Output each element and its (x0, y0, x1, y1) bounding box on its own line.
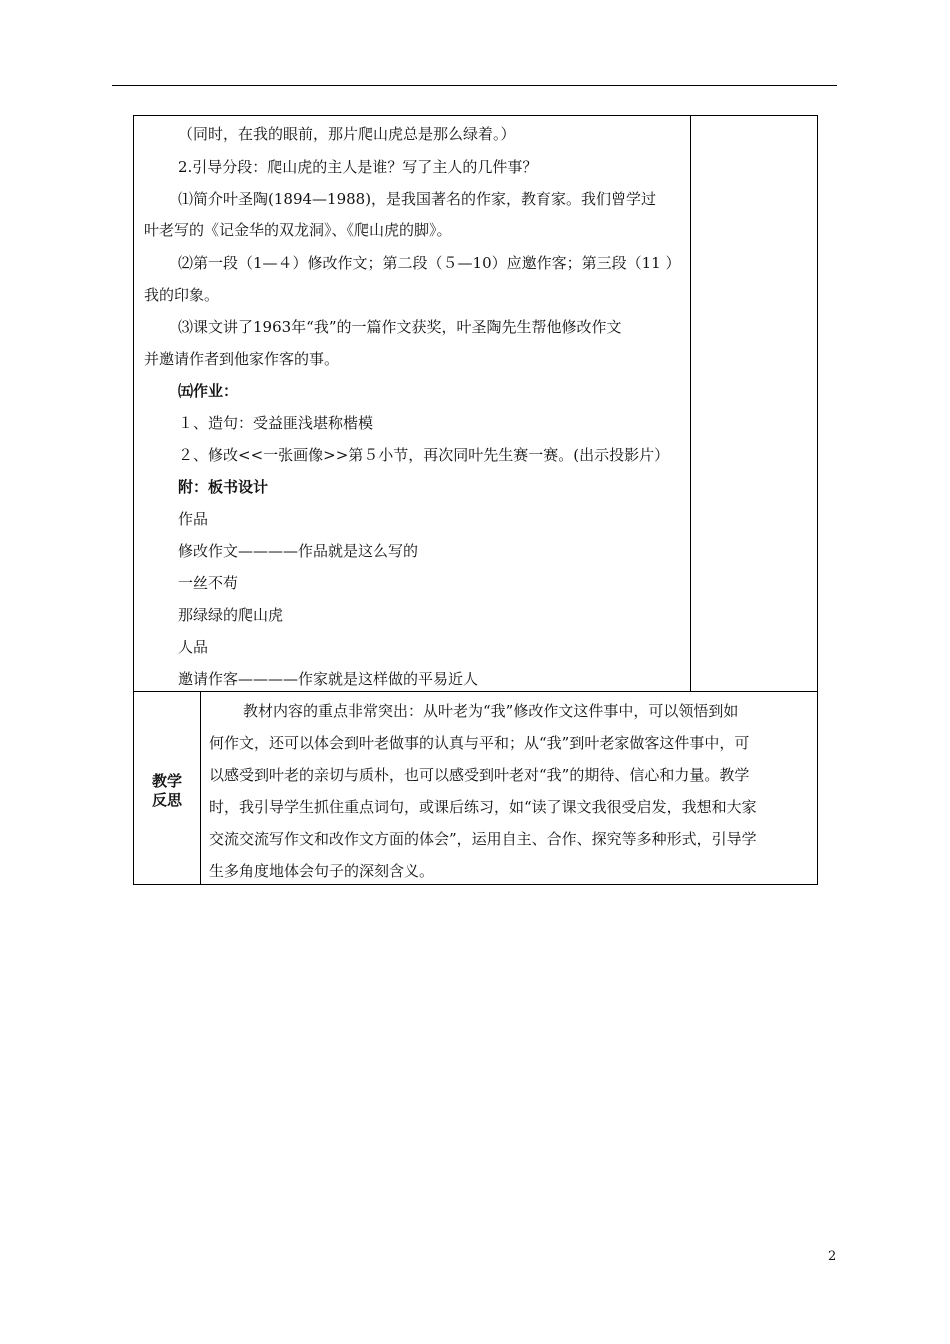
content-line: 并邀请作者到他家作客的事。 (144, 350, 340, 368)
content-line: １、造句：受益匪浅堪称楷模 (178, 414, 374, 432)
row-divider (134, 691, 817, 692)
reflection-label: 反思 (151, 791, 182, 809)
content-line: 2.引导分段：爬山虎的主人是谁？写了主人的几件事？ (178, 158, 538, 176)
board-line: 人品 (178, 638, 209, 656)
content-line: ⑵第一段（1—４）修改作文；第二段（５—10）应邀作客；第三段（11 ） (178, 254, 681, 272)
label-column-divider (200, 691, 201, 884)
board-design-heading: 附：板书设计 (178, 478, 269, 496)
board-line: 那绿绿的爬山虎 (178, 606, 284, 624)
reflection-line: 教材内容的重点非常突出：从叶老为“我”修改作文这件事中，可以领悟到如 (243, 702, 739, 720)
reflection-line: 交流交流写作文和改作文方面的体会”，运用自主、合作、探究等多种形式，引导学 (209, 830, 757, 848)
reflection-line: 何作文，还可以体会到叶老做事的认真与平和；从“我”到叶老家做客这件事中，可 (209, 734, 750, 752)
reflection-label: 教学 (151, 772, 182, 790)
content-line: 我的印象。 (144, 286, 220, 304)
page-number: 2 (828, 1249, 837, 1264)
content-line: （同时，在我的眼前，那片爬山虎总是那么绿着。） (178, 125, 516, 143)
board-line: 邀请作客————作家就是这样做的平易近人 (178, 670, 479, 688)
reflection-line: 以感受到叶老的亲切与质朴，也可以感受到叶老对“我”的期待、信心和力量。教学 (209, 766, 750, 784)
board-line: 修改作文————作品就是这么写的 (178, 542, 419, 560)
reflection-line: 生多角度地体会句子的深刻含义。 (209, 862, 435, 880)
board-line: 一丝不苟 (178, 574, 239, 592)
notes-column-divider (690, 116, 691, 691)
homework-heading: ㈤作业： (178, 382, 239, 400)
content-line: ⑶课文讲了1963年“我”的一篇作文获奖，叶圣陶先生帮他修改作文 (178, 318, 622, 336)
header-rule (112, 85, 837, 86)
board-line: 作品 (178, 510, 209, 528)
lesson-table (133, 115, 818, 885)
content-line: ⑴简介叶圣陶(1894—1988)，是我国著名的作家，教育家。我们曾学过 (178, 190, 657, 208)
content-line: ２、修改<<一张画像>>第５小节，再次同叶先生赛一赛。(出示投影片） (178, 446, 670, 464)
content-line: 叶老写的《记金华的双龙洞》、《爬山虎的脚》。 (144, 221, 452, 239)
reflection-line: 时，我引导学生抓住重点词句，或课后练习，如“读了课文我很受启发，我想和大家 (209, 798, 757, 816)
